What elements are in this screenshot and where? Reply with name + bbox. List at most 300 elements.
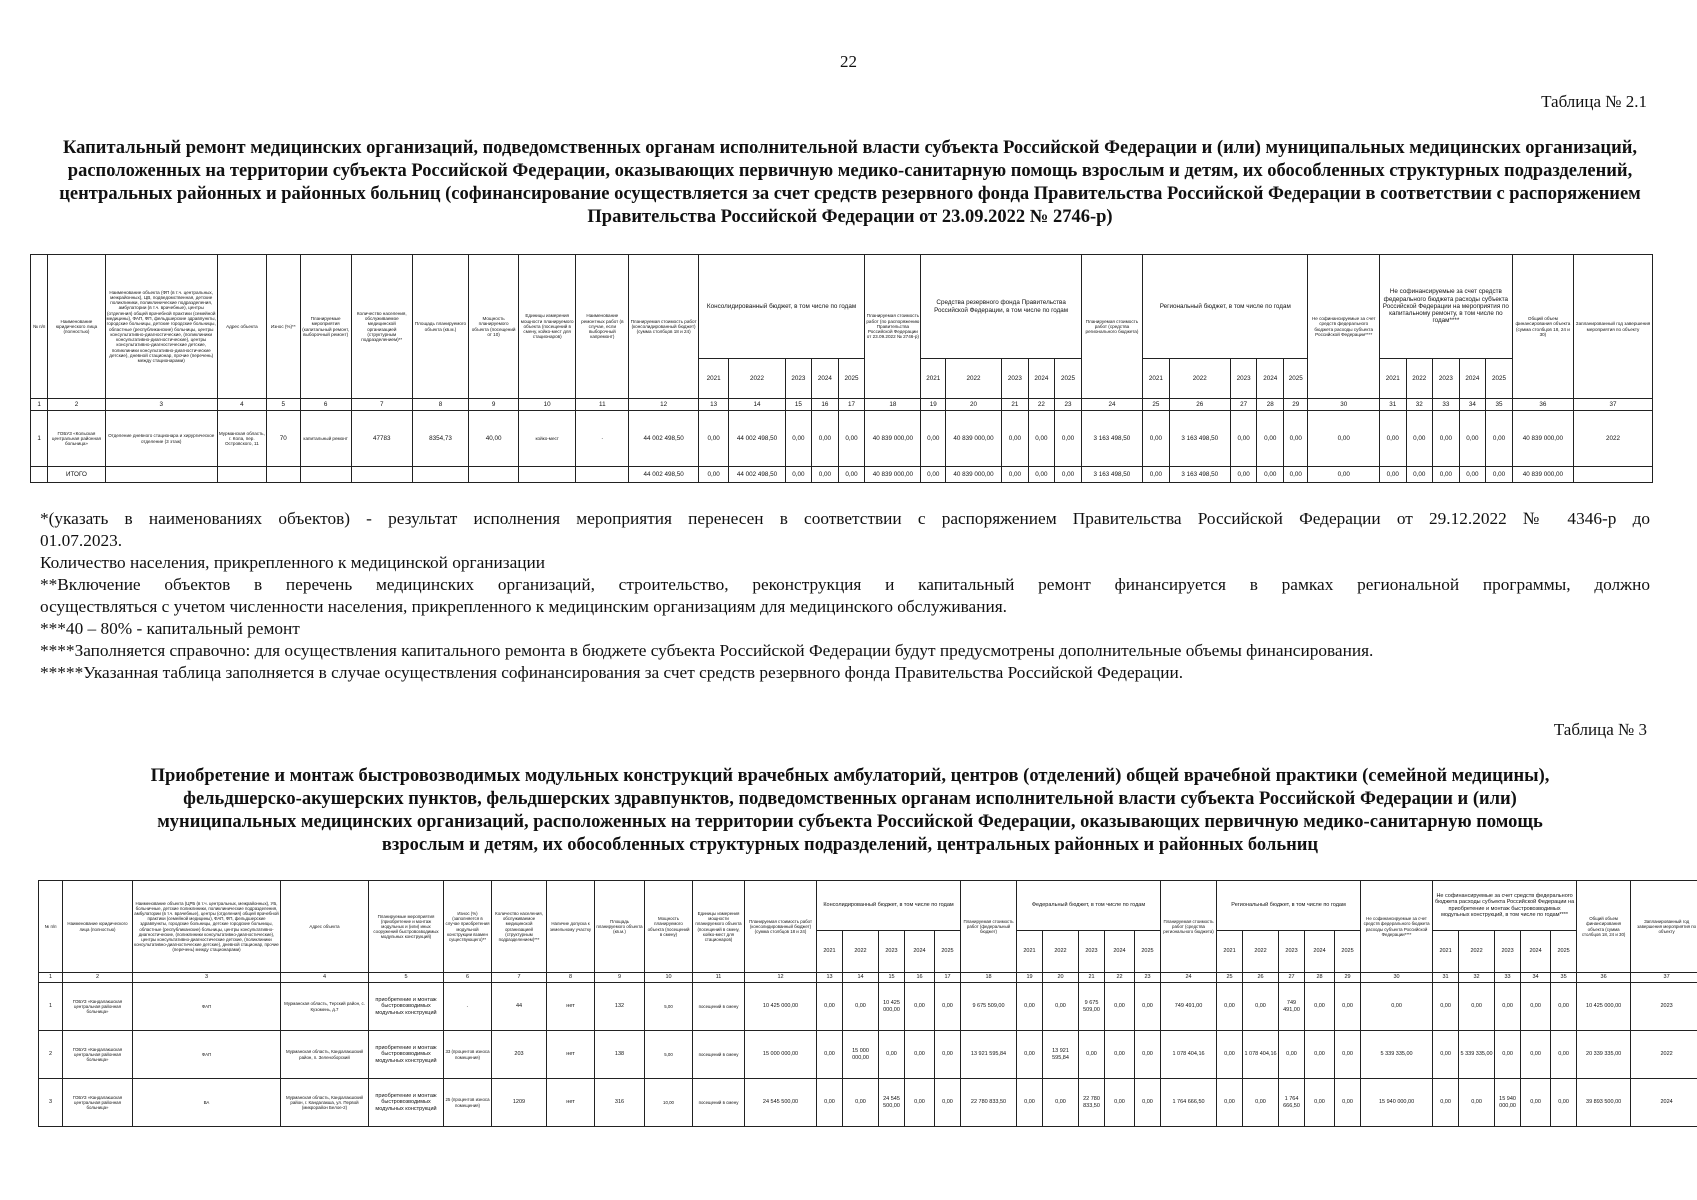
total-cell: 0,00 — [785, 467, 812, 483]
column-number: 31 — [1433, 973, 1459, 983]
table-cell: Мурманская область, Кандалакшский район, п. Зеленоборский — [281, 1031, 369, 1079]
column-number: 2 — [48, 399, 105, 411]
column-number: 34 — [1521, 973, 1551, 983]
table-cell: 0,00 — [1379, 411, 1406, 467]
column-number: 32 — [1459, 973, 1495, 983]
table-cell: 15 000 000,00 — [843, 1031, 879, 1079]
table-cell: 0,00 — [1279, 1031, 1305, 1079]
header-year: 2022 — [945, 359, 1001, 399]
table-cell: 0,00 — [935, 983, 961, 1031]
header-year: 2021 — [1379, 359, 1406, 399]
header-year: 2024 — [905, 931, 935, 973]
table-cell: 0,00 — [1335, 1079, 1361, 1127]
header-year: 2023 — [1433, 359, 1460, 399]
column-number: 33 — [1495, 973, 1521, 983]
table-cell: 40 839 000,00 — [865, 411, 921, 467]
table-cell: 0,00 — [838, 411, 865, 467]
table-cell: 1 078 404,16 — [1243, 1031, 1279, 1079]
header-c5: Планируемые мероприятия (приобретение и монтаж модульных и (или) иных сооружений быстровозводимых модульных конструкций) — [369, 881, 444, 973]
total-row — [31, 467, 1653, 483]
table-cell: 0,00 — [1105, 983, 1135, 1031]
column-number: 24 — [1161, 973, 1217, 983]
header-year: 2022 — [1406, 359, 1433, 399]
table-cell: 0,00 — [1495, 1031, 1521, 1079]
table-cell: Мурманская область, г. Кола, пер. Островского, 11 — [217, 411, 266, 467]
column-number: 3 — [105, 399, 217, 411]
table-cell: ФАП — [133, 983, 281, 1031]
header-c11: Единицы измерения мощности планируемого объекта (посещений в смену, койко-мест для стационаров) — [693, 881, 745, 973]
header-year: 2021 — [921, 359, 946, 399]
table-cell — [217, 467, 266, 483]
table-cell: 5,00 — [645, 1031, 693, 1079]
table-cell: 0,00 — [1433, 1031, 1459, 1079]
table-cell: 1 078 404,16 — [1161, 1031, 1217, 1079]
table-cell: 1 — [31, 411, 48, 467]
table-2-1-label: Таблица № 2.1 — [1541, 92, 1647, 111]
column-number: 32 — [1406, 399, 1433, 411]
column-number: 19 — [921, 399, 946, 411]
table-cell: посещений в смену — [693, 983, 745, 1031]
column-number: 16 — [905, 973, 935, 983]
table-cell: 0,00 — [1135, 983, 1161, 1031]
table-cell — [31, 467, 48, 483]
table-cell: 132 — [595, 983, 645, 1031]
table-cell: 0,00 — [1283, 411, 1308, 467]
table-cell: - — [576, 411, 629, 467]
header-year: 2021 — [1217, 931, 1243, 973]
header-group-federal: Средства резервного фонда Правительства Российской Федерации, в том числе по годам — [921, 255, 1081, 359]
column-number: 4 — [281, 973, 369, 983]
header-c24: Планируемая стоимость работ (средства регионального бюджета) — [1081, 255, 1142, 399]
table-cell: 1209 — [492, 1079, 547, 1127]
header-c6: Износ (%) (заполняется в случае приобретения модульной конструкции взамен существующего)** — [444, 881, 492, 973]
footnote-population: Количество населения, прикрепленного к медицинской организации — [40, 553, 546, 572]
column-number: 21 — [1079, 973, 1105, 983]
column-number: 7 — [351, 399, 412, 411]
total-cell: 0,00 — [1230, 467, 1257, 483]
header-year: 2025 — [1486, 359, 1513, 399]
table-row — [39, 983, 1697, 1031]
table-cell — [266, 467, 300, 483]
column-number: 22 — [1105, 973, 1135, 983]
table-cell: 2022 — [1631, 1031, 1697, 1079]
header-c7: Количество населения, обслуживаемое медицинской организацией (структурным подразделением)*** — [492, 881, 547, 973]
column-number: 13 — [698, 399, 729, 411]
total-cell: 40 839 000,00 — [865, 467, 921, 483]
column-number: 20 — [945, 399, 1001, 411]
table-cell: 0,00 — [1305, 1079, 1335, 1127]
table-cell: 10,00 — [645, 1079, 693, 1127]
total-cell: 0,00 — [1459, 467, 1486, 483]
column-number: 29 — [1335, 973, 1361, 983]
table-row — [31, 411, 1653, 467]
header-year: 2023 — [879, 931, 905, 973]
header-year: 2025 — [1135, 931, 1161, 973]
table-cell: 39 893 500,00 — [1577, 1079, 1631, 1127]
table-cell: 138 — [595, 1031, 645, 1079]
column-number: 18 — [961, 973, 1017, 983]
column-number: 9 — [595, 973, 645, 983]
footnote-1-cont: 01.07.2023. — [40, 531, 123, 550]
footnote-2-cont: осуществляться с учетом численности населения, прикрепленного к медицинским организациям для медицинского обслуживания. — [40, 597, 1007, 616]
header-group-regional: Региональный бюджет, в том числе по годам — [1143, 255, 1308, 359]
column-number: 4 — [217, 399, 266, 411]
table-cell: нет — [547, 1031, 595, 1079]
table-cell — [519, 467, 576, 483]
column-number: 17 — [935, 973, 961, 983]
header-c12: Планируемая стоимость работ (консолидированный бюджет) (сумма столбцов 18 и 24) — [629, 255, 698, 399]
table-cell — [412, 467, 468, 483]
header-year: 2024 — [1105, 931, 1135, 973]
total-cell: 0,00 — [1143, 467, 1170, 483]
table-cell: 70 — [266, 411, 300, 467]
footnote-1: *(указать в наименованиях объектов) - результат исполнения мероприятия перенесен в соответствии с распоряжением Правительства Российской Федерации от 29.12.2022 № 4346-р до — [40, 509, 1650, 528]
column-number: 28 — [1257, 399, 1284, 411]
table-cell: 0,00 — [1028, 411, 1055, 467]
table-cell: 0,00 — [1257, 411, 1284, 467]
table-cell: 0,00 — [935, 1031, 961, 1079]
total-cell: 40 839 000,00 — [945, 467, 1001, 483]
column-number: 35 — [1486, 399, 1513, 411]
column-number: 33 — [1433, 399, 1460, 411]
table-cell: 0,00 — [1043, 983, 1079, 1031]
total-cell: 44 002 498,50 — [629, 467, 698, 483]
table-cell: Мурманская область, Кандалакшский район, г. Кандалакша, ул. Первой (микрорайон Белое-2) — [281, 1079, 369, 1127]
table-cell: 0,00 — [1105, 1079, 1135, 1127]
table-cell — [469, 467, 519, 483]
table-cell: 40 839 000,00 — [1512, 411, 1573, 467]
table-cell — [351, 467, 412, 483]
table-cell: 0,00 — [1551, 1031, 1577, 1079]
table-cell: 0,00 — [817, 1079, 843, 1127]
table-cell: 0,00 — [1308, 411, 1379, 467]
column-number: 28 — [1305, 973, 1335, 983]
column-number: 10 — [519, 399, 576, 411]
table-cell: 9 675 509,00 — [961, 983, 1017, 1031]
table-3-title: Приобретение и монтаж быстровозводимых модульных конструкций врачебных амбулаторий, центров (отделений) общей врачебной практики (семейной медицины), фельдшерско-акушерских пунктов, фельдшерских здравпунктов, подведомственных органам исполнительной власти субъекта Российской Федерации и (или) муниципальных медицинских организаций, расположенных на территории субъекта Российской Федерации, оказывающих первичную медико-санитарную помощь взрослым и детям, их обособленных структурных подразделений, центральных районных и районных больниц — [150, 766, 1550, 855]
header-year: 2022 — [1043, 931, 1079, 973]
total-cell: 3 163 498,50 — [1169, 467, 1230, 483]
table-cell: 15 000 000,00 — [745, 1031, 817, 1079]
column-number: 2 — [63, 973, 133, 983]
table-cell: 0,00 — [1017, 1031, 1043, 1079]
header-year: 2024 — [812, 359, 839, 399]
header-c10: Мощность планируемого объекта (посещений в смену) — [645, 881, 693, 973]
header-c18: Планируемая стоимость работ (по распоряжению Правительства Российской Федерации от 23.09.2022 № 2746-р) — [865, 255, 921, 399]
table-cell: 20 339 335,00 — [1577, 1031, 1631, 1079]
total-cell: 0,00 — [698, 467, 729, 483]
table-cell: 0,00 — [843, 983, 879, 1031]
header-year: 2024 — [1305, 931, 1335, 973]
table-cell: 0,00 — [812, 411, 839, 467]
table-cell: 10 425 000,00 — [879, 983, 905, 1031]
table-cell: 0,00 — [1230, 411, 1257, 467]
table-cell: 0,00 — [905, 1079, 935, 1127]
table-cell: 0,00 — [1105, 1031, 1135, 1079]
column-number: 8 — [547, 973, 595, 983]
header-year: 2021 — [817, 931, 843, 973]
total-cell: 0,00 — [1379, 467, 1406, 483]
column-number: 37 — [1631, 973, 1697, 983]
header-year: 2025 — [1283, 359, 1308, 399]
column-number: 1 — [31, 399, 48, 411]
header-year: 2023 — [1495, 931, 1521, 973]
header-year: 2025 — [1551, 931, 1577, 973]
table-cell: 0,00 — [698, 411, 729, 467]
header-c30: Не софинансируемые за счет средств федерального бюджета расходы субъекта Российской Федерации**** — [1308, 255, 1379, 399]
table-cell: 1 764 666,50 — [1279, 1079, 1305, 1127]
table-cell — [105, 467, 217, 483]
table-cell: 0,00 — [1521, 983, 1551, 1031]
total-cell: 0,00 — [1257, 467, 1284, 483]
header-year: 2022 — [843, 931, 879, 973]
header-year: 2023 — [1079, 931, 1105, 973]
table-row — [39, 1031, 1697, 1079]
total-cell: 40 839 000,00 — [1512, 467, 1573, 483]
column-number: 1 — [39, 973, 63, 983]
header-c3: Наименование объекта (ФП (в т.ч. центральных, межрайонных), ЦВ, подведомственная, детские поликлиники, поликлинические подразделения, амбулатории (в т.ч. врачебные), центры (отделения) общей врачебной практики (семейной медицины), ФАП, ФП, фельдшерские здравпункты, городские больницы, детские городские больницы, областные (республиканские) больницы, центры консультативно-диагностические, (поликлиники консультативно-диагностические), центры консультативно-диагностические детские, поликлиники консультативно-диагностические детские), дневной стационар, прочие (перечень) между стационарами) — [105, 255, 217, 399]
header-year: 2025 — [1335, 931, 1361, 973]
table-cell: 0,00 — [843, 1079, 879, 1127]
table-cell: посещений в смену — [693, 1079, 745, 1127]
table-cell: 0,00 — [1361, 983, 1433, 1031]
column-number: 6 — [444, 973, 492, 983]
table-cell: 0,00 — [1143, 411, 1170, 467]
total-cell: 0,00 — [1055, 467, 1082, 483]
column-number: 9 — [469, 399, 519, 411]
table-cell: 0,00 — [1459, 983, 1495, 1031]
column-number: 14 — [843, 973, 879, 983]
table-cell: ВА — [133, 1079, 281, 1127]
table-cell: 0,00 — [1243, 983, 1279, 1031]
table-cell: 5 339 335,00 — [1459, 1031, 1495, 1079]
table-cell: 749 491,00 — [1279, 983, 1305, 1031]
table-cell: 25 (процентов износа помещения) — [444, 1079, 492, 1127]
header-year: 2023 — [1230, 359, 1257, 399]
header-year: 2023 — [1279, 931, 1305, 973]
table-2-1 — [30, 254, 1653, 483]
table-cell: 0,00 — [935, 1079, 961, 1127]
header-year: 2023 — [785, 359, 812, 399]
table-cell: 33 (процентов износа помещения) — [444, 1031, 492, 1079]
total-cell: 0,00 — [1283, 467, 1308, 483]
header-year: 2025 — [1055, 359, 1082, 399]
header-year: 2022 — [1243, 931, 1279, 973]
column-number: 24 — [1081, 399, 1142, 411]
header-row — [31, 255, 1653, 359]
column-number: 8 — [412, 399, 468, 411]
header-year: 2024 — [1257, 359, 1284, 399]
header-year: 2022 — [1169, 359, 1230, 399]
column-number: 27 — [1230, 399, 1257, 411]
column-number: 35 — [1551, 973, 1577, 983]
table-cell: 0,00 — [905, 1031, 935, 1079]
table-cell: 13 921 595,84 — [961, 1031, 1017, 1079]
table-cell: приобретение и монтаж быстровозводимых модульных конструкций — [369, 1079, 444, 1127]
header-year: 2025 — [935, 931, 961, 973]
table-cell: 749 491,00 — [1161, 983, 1217, 1031]
header-c6: Планируемые мероприятия (капитальный ремонт, выборочный ремонт) — [300, 255, 351, 399]
table-cell: 13 921 595,84 — [1043, 1031, 1079, 1079]
header-year: 2021 — [1143, 359, 1170, 399]
column-number: 23 — [1055, 399, 1082, 411]
table-cell: 5,00 — [645, 983, 693, 1031]
column-number: 31 — [1379, 399, 1406, 411]
column-number: 25 — [1143, 399, 1170, 411]
table-cell: ГОБУЗ «Кандалакшская центральная районная больница» — [63, 1031, 133, 1079]
column-number: 26 — [1243, 973, 1279, 983]
table-2-1-title: Капитальный ремонт медицинских организаций, подведомственных органам исполнительной власти субъекта Российской Федерации и (или) муниципальных медицинских организаций, расположенных на территории субъекта Российской Федерации, оказывающих первичную медико-санитарную помощь взрослым и детям, их обособленных структурных подразделений, центральных районных и районных больниц (софинансирование осуществляется за счет средств резервного фонда Правительства Российской Федерации в соответствии с распоряжением Правительства Российской Федерации от 23.09.2022 № 2746-р) — [59, 138, 1641, 227]
table-cell — [300, 467, 351, 483]
table-cell: капитальный ремонт — [300, 411, 351, 467]
table-cell: 40,00 — [469, 411, 519, 467]
footnotes — [40, 508, 1650, 684]
table-cell: 0,00 — [921, 411, 946, 467]
table-cell: 8354,73 — [412, 411, 468, 467]
table-cell: Мурманская область, Терский район, с. Кузомень, д.7 — [281, 983, 369, 1031]
header-group-consolidated: Консолидированный бюджет, в том числе по годам — [817, 881, 961, 931]
table-cell: 0,00 — [1043, 1079, 1079, 1127]
table-cell: 40 839 000,00 — [945, 411, 1001, 467]
table-cell: нет — [547, 983, 595, 1031]
table-cell: 2023 — [1631, 983, 1697, 1031]
table-cell: 0,00 — [1459, 1079, 1495, 1127]
header-year: 2022 — [729, 359, 785, 399]
header-group-federal: Федеральный бюджет, в том числе по годам — [1017, 881, 1161, 931]
header-year: 2023 — [1002, 359, 1029, 399]
table-cell: 3 163 498,50 — [1081, 411, 1142, 467]
column-number: 18 — [865, 399, 921, 411]
table-cell: 0,00 — [1017, 1079, 1043, 1127]
table-cell: 44 — [492, 983, 547, 1031]
column-number: 36 — [1512, 399, 1573, 411]
table-cell: 15 940 000,00 — [1495, 1079, 1521, 1127]
column-number: 36 — [1577, 973, 1631, 983]
header-c11: Наименование ремонтных работ (в случае, если выборочный капремонт) — [576, 255, 629, 399]
header-c1: № п/п — [39, 881, 63, 973]
table-cell: 24 545 500,00 — [879, 1079, 905, 1127]
table-cell: 0,00 — [1335, 1031, 1361, 1079]
table-cell: 24 545 500,00 — [745, 1079, 817, 1127]
table-cell: 0,00 — [1079, 1031, 1105, 1079]
header-c36: Общий объем финансирования объекта (сумма столбцов 18, 24 и 30) — [1512, 255, 1573, 399]
table-cell: 2 — [39, 1031, 63, 1079]
header-c9: Мощность планируемого объекта (посещений от 10) — [469, 255, 519, 399]
total-cell: 0,00 — [1486, 467, 1513, 483]
column-number-row — [39, 973, 1697, 983]
header-year: 2021 — [1433, 931, 1459, 973]
header-c10: Единицы измерения мощности планируемого объекта (посещений в смену, койко-мест для стационаров) — [519, 255, 576, 399]
total-cell: 0,00 — [1002, 467, 1029, 483]
table-cell: 0,00 — [1055, 411, 1082, 467]
table-cell: 0,00 — [1495, 983, 1521, 1031]
column-number: 15 — [879, 973, 905, 983]
header-c2: Наименование юридического лица (полностью) — [63, 881, 133, 973]
table-row — [39, 1079, 1697, 1127]
column-number: 27 — [1279, 973, 1305, 983]
total-cell: 0,00 — [1308, 467, 1379, 483]
table-cell: 316 — [595, 1079, 645, 1127]
table-cell: 203 — [492, 1031, 547, 1079]
total-cell: 0,00 — [812, 467, 839, 483]
table-cell: ГОБУЗ «Кольская центральная районная больница» — [48, 411, 105, 467]
table-cell: 0,00 — [905, 983, 935, 1031]
column-number: 3 — [133, 973, 281, 983]
table-cell: 0,00 — [1406, 411, 1433, 467]
header-c12: Планируемая стоимость работ (консолидированный бюджет) (сумма столбцов 18 и 24) — [745, 881, 817, 973]
header-year: 2022 — [1459, 931, 1495, 973]
total-label: ИТОГО — [48, 467, 105, 483]
table-cell: 9 675 509,00 — [1079, 983, 1105, 1031]
table-cell: 22 780 833,50 — [961, 1079, 1017, 1127]
table-cell: 0,00 — [1217, 1079, 1243, 1127]
column-number: 16 — [812, 399, 839, 411]
header-c37: Запланированный год завершения мероприятия по объекту — [1631, 881, 1697, 973]
table-cell: 0,00 — [1305, 1031, 1335, 1079]
header-c37: Запланированный год завершения мероприятия по объекту — [1574, 255, 1653, 399]
column-number: 5 — [369, 973, 444, 983]
header-c24: Планируемая стоимость работ (средства регионального бюджета) — [1161, 881, 1217, 973]
table-cell: 44 002 498,50 — [629, 411, 698, 467]
column-number: 13 — [817, 973, 843, 983]
table-cell: 2022 — [1574, 411, 1653, 467]
table-cell: - — [444, 983, 492, 1031]
table-cell: 0,00 — [1551, 1079, 1577, 1127]
table-cell: ГОБУЗ «Кандалакшская центральная районная больница» — [63, 1079, 133, 1127]
table-cell: посещений в смену — [693, 1031, 745, 1079]
table-cell — [576, 467, 629, 483]
footnote-5: *****Указанная таблица заполняется в случае осуществления софинансирования за счет средств резервного фонда Правительства Российской Федерации. — [40, 663, 1184, 682]
column-number: 14 — [729, 399, 785, 411]
table-cell: 0,00 — [1305, 983, 1335, 1031]
header-c3: Наименование объекта (ЦРБ (в т.ч. центральных, межрайонных), УБ, больничные, детские поликлиники, поликлинические подразделения, амбулатории (в т.ч. врачебные), центры (отделения) общей врачебной практики (семейной медицины), ФАП, ФП, фельдшерские здравпункты, городские больницы, детские городские больницы, областные (республиканские) больницы, центры консультативно-диагностические, (поликлиники консультативно-диагностические), центры консультативно-диагностические детские, (поликлиники консультативно-диагностические детские), дневной стационар, прочие (перечень) между стационарами) — [133, 881, 281, 973]
header-year: 2024 — [1459, 359, 1486, 399]
table-cell: Отделение дневного стационара и хирургическое отделение (3 этаж) — [105, 411, 217, 467]
header-year: 2024 — [1028, 359, 1055, 399]
table-cell: приобретение и монтаж быстровозводимых модульных конструкций — [369, 1031, 444, 1079]
total-cell: 3 163 498,50 — [1081, 467, 1142, 483]
column-number: 30 — [1308, 399, 1379, 411]
table-cell: 22 780 833,50 — [1079, 1079, 1105, 1127]
table-cell: 0,00 — [1243, 1079, 1279, 1127]
total-cell — [1574, 467, 1653, 483]
column-number: 15 — [785, 399, 812, 411]
table-cell: 0,00 — [1135, 1079, 1161, 1127]
table-cell: 10 425 000,00 — [745, 983, 817, 1031]
table-cell: ФАП — [133, 1031, 281, 1079]
header-c9: Площадь планируемого объекта (кв.м.) — [595, 881, 645, 973]
header-group-nonco: Не софинансируемые за счет средств федерального бюджета расходы субъекта Российской Федерации на приобретение и монтаж быстровозводимых модульных конструкций, в том числе по годам**** — [1433, 881, 1577, 931]
table-cell: 0,00 — [1002, 411, 1029, 467]
footnote-3: ***40 – 80% - капитальный ремонт — [40, 619, 300, 638]
header-year: 2024 — [1521, 931, 1551, 973]
column-number: 23 — [1135, 973, 1161, 983]
column-number: 6 — [300, 399, 351, 411]
table-cell: 0,00 — [879, 1031, 905, 1079]
table-cell: 1 — [39, 983, 63, 1031]
table-cell: 15 940 000,00 — [1361, 1079, 1433, 1127]
column-number: 19 — [1017, 973, 1043, 983]
table-cell: 0,00 — [1551, 983, 1577, 1031]
table-cell: 0,00 — [1433, 411, 1460, 467]
table-cell: 0,00 — [1217, 1031, 1243, 1079]
header-c30: Не софинансируемые за счет средств федерального бюджета расходы субъекта Российской Федерации**** — [1361, 881, 1433, 973]
header-c1: № п/п — [31, 255, 48, 399]
footnote-2: **Включение объектов в перечень медицинских организаций, строительство, реконструкция и капитальный ремонт финансируется в рамках региональной программы, должно — [40, 575, 1650, 594]
total-cell: 0,00 — [1406, 467, 1433, 483]
table-cell: приобретение и монтаж быстровозводимых модульных конструкций — [369, 983, 444, 1031]
header-c7: Количество населения, обслуживаемое медицинской организацией (структурным подразделением)** — [351, 255, 412, 399]
